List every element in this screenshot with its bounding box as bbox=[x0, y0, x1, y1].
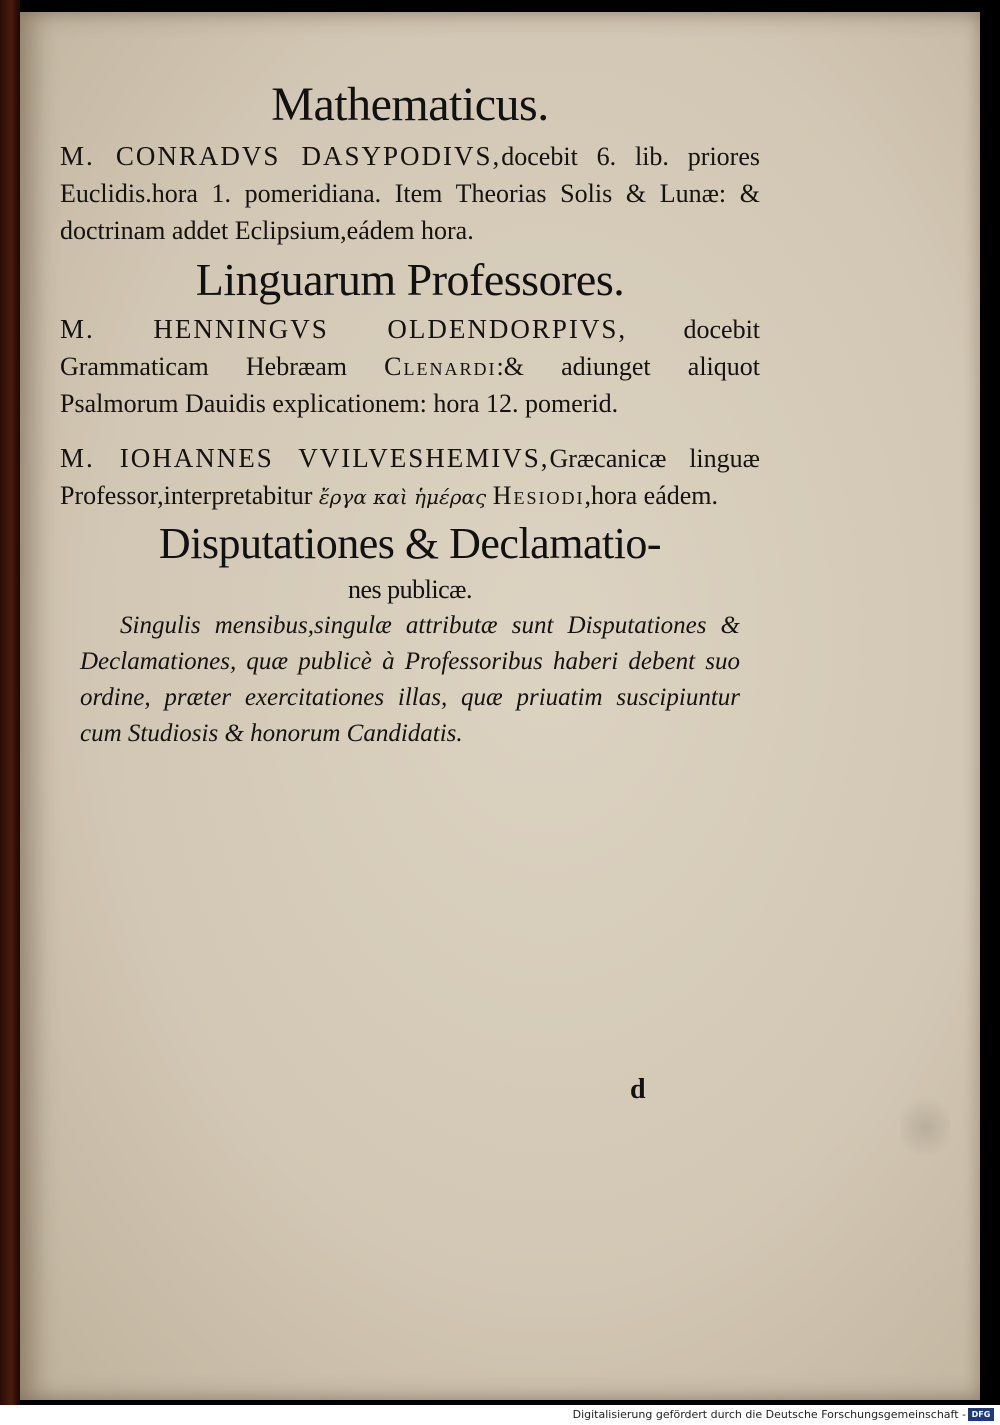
book-binding-edge bbox=[0, 0, 20, 1405]
section-heading-linguarum: Linguarum Professores. bbox=[195, 254, 625, 305]
page-text bbox=[60, 72, 760, 752]
paragraph-oldendorpius bbox=[60, 311, 760, 422]
page-wear-mark bbox=[900, 1092, 950, 1162]
text-dasypodius: docebit 6. lib. priores Euclidis.hora 1. pomeridiana. Item Theorias Solis & Lunæ: & doctrinam addet Eclipsium,eádem hora. bbox=[60, 142, 760, 245]
signature-mark: d bbox=[630, 1074, 646, 1105]
book-page bbox=[20, 12, 980, 1400]
dfg-logo-icon: DFG bbox=[968, 1408, 994, 1421]
name-dasypodius: M. CONRADVS DASYPODIVS, bbox=[60, 141, 502, 171]
footer-credit: Digitalisierung gefördert durch die Deutsche Forschungsgemeinschaft - bbox=[572, 1408, 966, 1421]
paragraph-disputationes: Singulis mensibus,singulæ attributæ sunt Disputationes & Declamationes, quæ publicè à Professoribus haberi debent suo ordine, præter exercitationes illas, quæ priuatim suscipiuntur cum Studiosis & honorum Candidatis. bbox=[80, 612, 740, 747]
text-oldendorpius-b: :& adiunget aliquot Psalmorum Dauidis explicationem: hora 12. pomerid. bbox=[60, 352, 761, 418]
section-heading-mathematicus: Mathematicus. bbox=[271, 78, 549, 131]
digitization-footer bbox=[0, 1405, 1000, 1425]
paragraph-dasypodius bbox=[60, 138, 760, 249]
name-wilveshemius: M. IOHANNES VVILVESHEMIVS, bbox=[60, 443, 550, 473]
text-wilveshemius-a: Græcanicæ linguæ Professor,interpretabitur bbox=[60, 444, 760, 510]
paragraph-wilveshemius bbox=[60, 440, 760, 516]
name-clenardi: Clenardi bbox=[384, 352, 497, 381]
text-wilveshemius-b: ,hora eádem. bbox=[584, 481, 719, 510]
text-oldendorpius-a: docebit Grammaticam Hebræam bbox=[60, 315, 761, 381]
greek-title: ἔργα καὶ ἡμέρας bbox=[318, 485, 487, 509]
name-oldendorpius: M. HENNINGVS OLDENDORPIVS, bbox=[60, 314, 628, 344]
section-heading-disputationes: Disputationes & Declamatio- bbox=[158, 519, 662, 568]
name-hesiodi: Hesiodi bbox=[492, 481, 585, 510]
section-subheading-disputationes: nes publicæ. bbox=[348, 575, 472, 604]
